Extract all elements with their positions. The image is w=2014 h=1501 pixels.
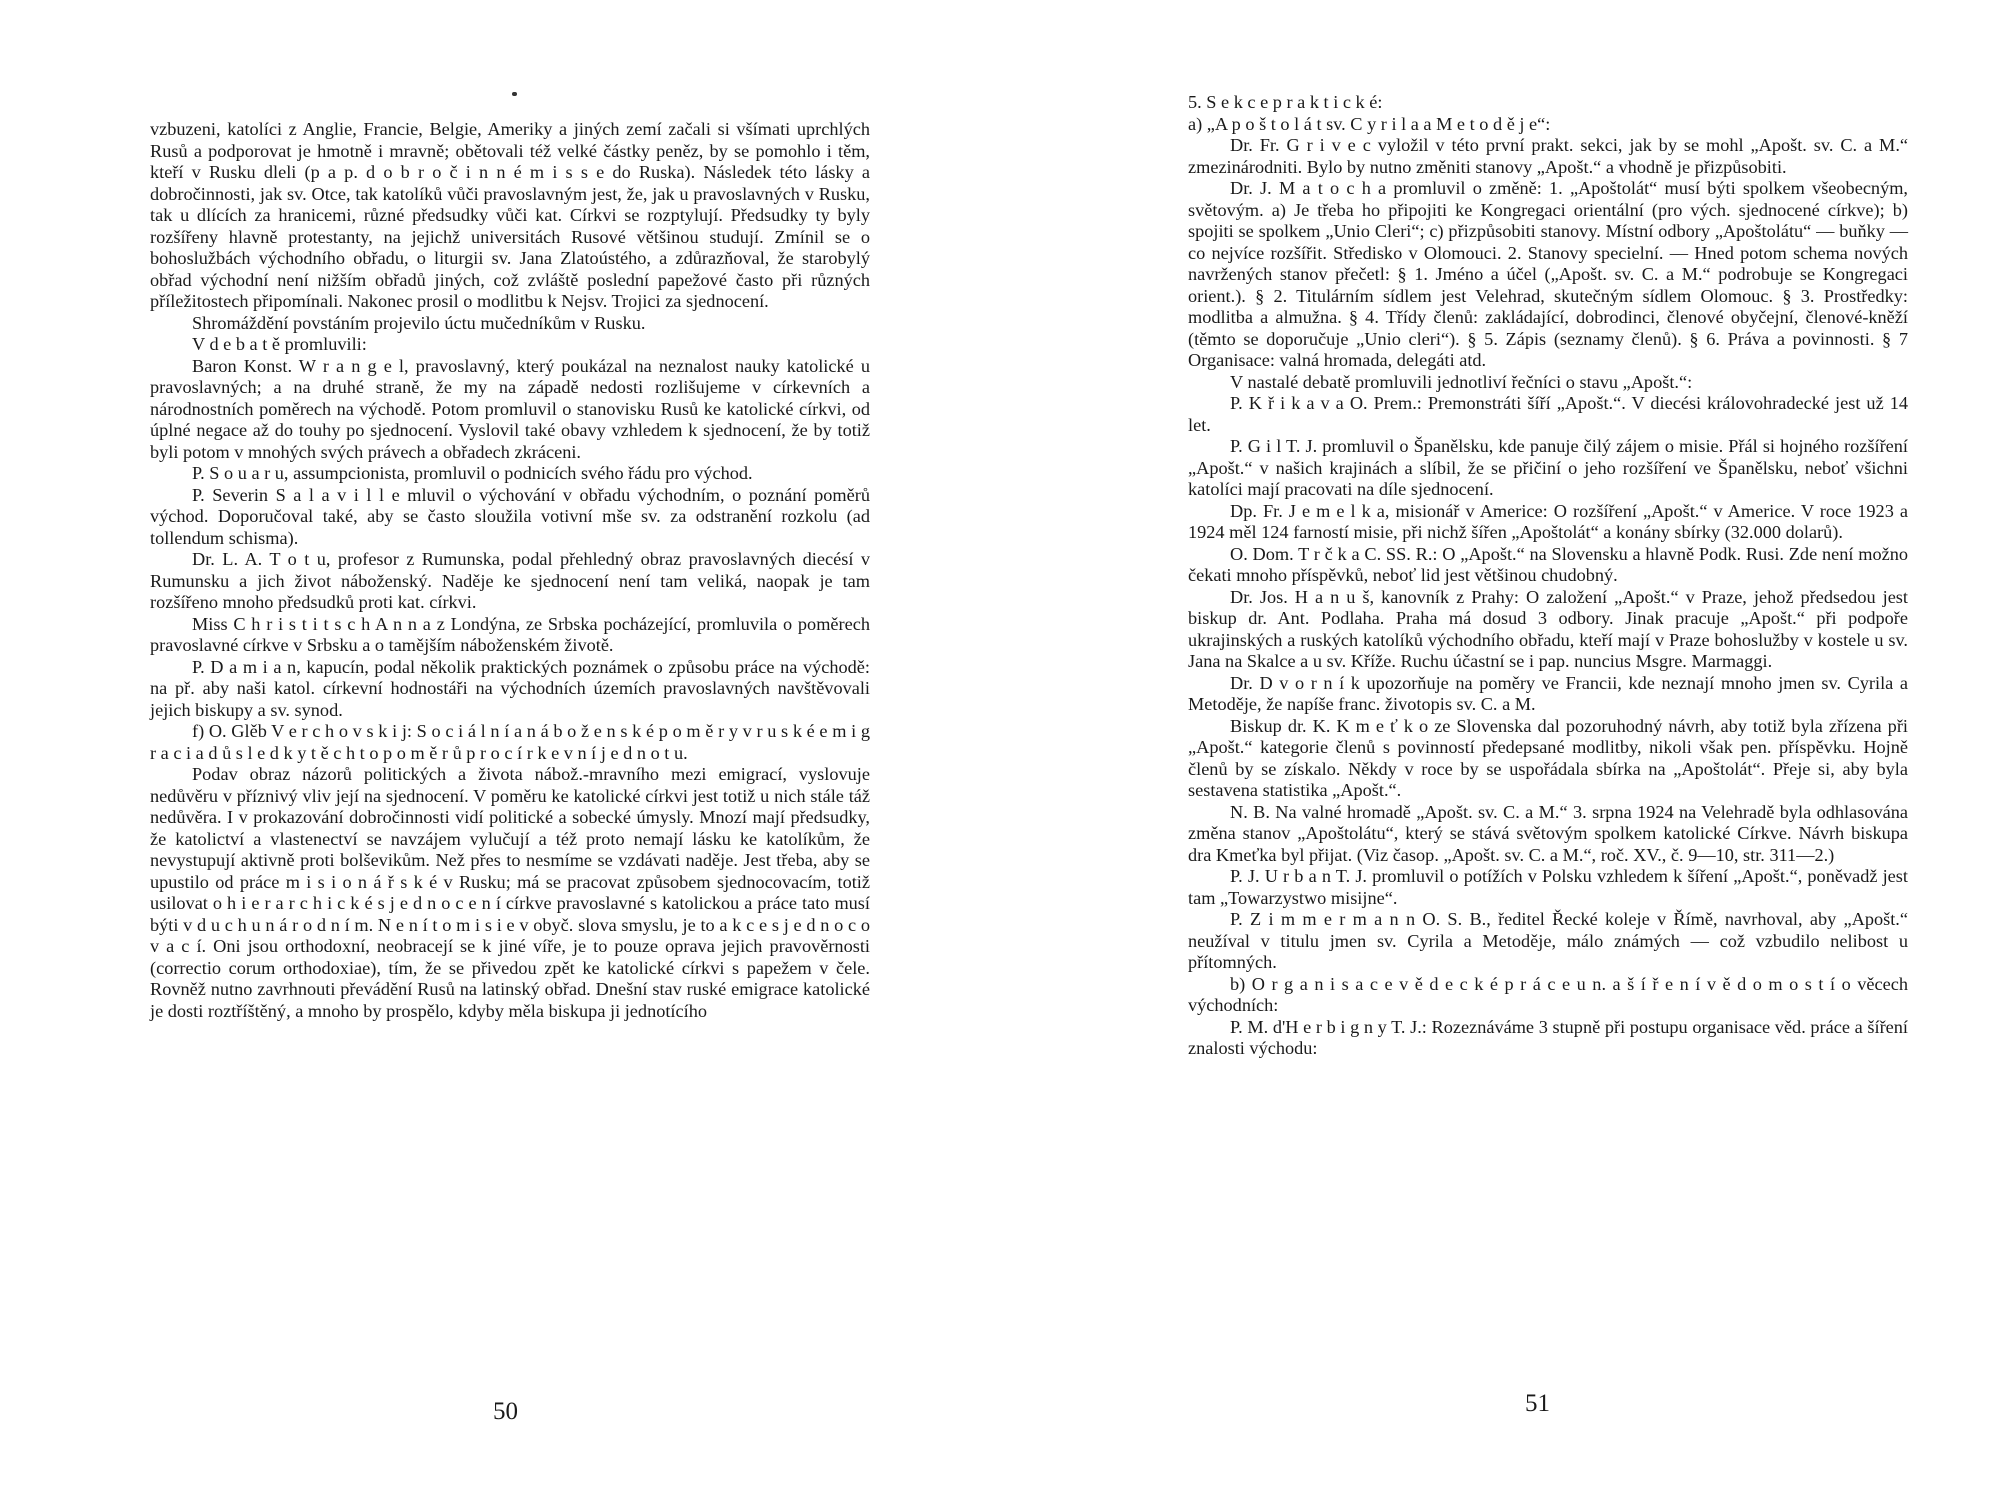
right-paragraph-11: Dr. D v o r n í k upozorňuje na poměry ve Francii, kde neznají mnoho jmen sv. Cyrila a Metoděje, že napíše franc. životopis sv. C. a M. xyxy=(1188,672,1908,714)
left-paragraph-7: Dr. L. A. T o t u, profesor z Rumunska, podal přehledný obraz pravoslavných diecésí v Rumunsku a jich život náboženský. Naděje ke sjednocení není tam veliká, naopak je tam rozšířeno mnoho předsudků proti kat. církvi. xyxy=(150,549,870,612)
left-paragraph-2: Shromáždění povstáním projevilo úctu mučedníkům v Rusku. xyxy=(192,312,646,333)
left-page-number: 50 xyxy=(493,1398,518,1425)
left-paragraph-9: P. D a m i a n, kapucín, podal několik praktických poznámek o způsobu práce na východě: na př. aby naši katol. církevní hodnostáři na východních územích pravoslavných navštěvovali jejich biskupy a sv. synod. xyxy=(150,656,870,720)
left-paragraph-8: Miss C h r i s t i t s c h A n n a z Londýna, ze Srbska pocházející, promluvila o poměrech pravoslavné církve v Srbsku a o tamějším náboženském životě. xyxy=(150,613,870,655)
right-subheading-b: b) O r g a n i s a c e v ě d e c k é p r á c e u n. a š í ř e n í v ě d o m o s t í o věcech východních: xyxy=(1188,973,1908,1015)
left-paragraph-1: vzbuzeni, katolíci z Anglie, Francie, Belgie, Ameriky a jiných zemí začali si všímati uprchlých Rusů a podporovat je hmotně i mravně; obětovali též velké částky peněz, by se pomohlo i těm, kteří v Rusku dleli (p a p. d o b r o č i n n é m i s s e do Ruska). Následek této lásky a dobročinnosti, jak sv. Otce, tak katolíků vůči pravoslavným jest, že, jak u pravoslavných v Rusku, tak u dlících za hranicemi, různé předsudky vůči kat. Církvi se rozptylují. Předsudky ty byly rozšířeny hlavně protestanty, na jejichž universitách Rusové většinou studují. Zmínil se o bohoslužbách východního obřadu, o liturgii sv. Jana Zlatoústého, a zdůrazňoval, že starobylý obřad východní není nižším obřadů jiných, což zvláště poslední papežové často při různých příležitostech připomínali. Nakonec prosil o modlitbu k Nejsv. Trojici za sjednocení. xyxy=(150,119,870,311)
right-page xyxy=(1000,0,2014,1501)
right-paragraph-13: N. B. Na valné hromadě „Apošt. sv. C. a M.“ 3. srpna 1924 na Velehradě byla odhlasována změna stanov „Apoštolátu“, který se stává světovým spolkem katolické Církve. Návrh biskupa dra Kmeťka byl přijat. (Viz časop. „Apošt. sv. C. a M.“, roč. XV., č. 9—10, str. 311—2.) xyxy=(1188,801,1908,865)
left-text-column xyxy=(150,119,870,1022)
right-paragraph-10: Dr. Jos. H a n u š, kanovník z Prahy: O založení „Apošt.“ v Praze, jehož předsedou jest biskup dr. Ant. Podlaha. Praha má dosud 3 odbory. Jinak pracuje „Apošt.“ při podpoře ukrajinských a ruských katolíků východního obřadu, kteří mají v Praze bohoslužby v kostele u sv. Jana na Skalce a u sv. Kříže. Ruchu účastní se i pap. nuncius Msgre. Marmaggi. xyxy=(1188,586,1908,671)
right-subheading-a: a) „A p o š t o l á t sv. C y r i l a a M e t o d ě j e“: xyxy=(1188,113,1551,134)
left-paragraph-5: P. S o u a r u, assumpcionista, promluvil o podnicích svého řádu pro východ. xyxy=(192,463,753,483)
right-text-column xyxy=(1188,92,1908,1060)
left-section-heading-f: f) O. Glěb V e r c h o v s k i j: S o c i á l n í a n á b o ž e n s k é p o m ě r y v r u s k é e m i g r a c i a d ů s l e d k y t ě c h t o p o m ě r ů p r o c í r k e v n í j e d n o t u. xyxy=(150,721,870,763)
right-paragraph-14: P. J. U r b a n T. J. promluvil o potížích v Polsku vzhledem k šíření „Apošt.“, poněvadž jest tam „Towarzystwo misijne“. xyxy=(1188,866,1908,908)
print-speck xyxy=(512,92,517,96)
left-paragraph-3: V d e b a t ě promluvili: xyxy=(192,334,367,354)
right-paragraph-6: P. K ř i k a v a O. Prem.: Premonstráti šíří „Apošt.“. V diecési královohradecké jest už 14 let. xyxy=(1188,393,1908,435)
right-paragraph-9: O. Dom. T r č k a C. SS. R.: O „Apošt.“ na Slovensku a hlavně Podk. Rusi. Zde není možno čekati mnoho příspěvků, neboť lid jest většinou chudobný. xyxy=(1188,543,1908,585)
left-page xyxy=(0,0,1000,1501)
right-paragraph-8: Dp. Fr. J e m e l k a, misionář v Americe: O rozšíření „Apošt.“ v Americe. V roce 1923 a 1924 měl 124 farností misie, při nichž šířen „Apoštolát“ a konány sbírky (32.000 dolarů). xyxy=(1188,500,1908,542)
right-paragraph-15: P. Z i m m e r m a n n O. S. B., ředitel Řecké koleje v Římě, navrhoval, aby „Apošt.“ neužíval v titulu jmen sv. Cyrila a Metoděje, málo známých — což vzbudilo nelibost u přítomných. xyxy=(1188,909,1908,972)
right-paragraph-17: P. M. d'H e r b i g n y T. J.: Rozeznáváme 3 stupně při postupu organisace věd. práce a šíření znalosti východu: xyxy=(1188,1016,1908,1058)
right-paragraph-7: P. G i l T. J. promluvil o Španělsku, kde panuje čilý zájem o misie. Přál si hojného rozšíření „Apošt.“ v našich krajinách a slíbil, že se přičiní o jeho rozšíření ve Španělsku, neboť všichni katolíci mají pracovati na díle sjednocení. xyxy=(1188,436,1908,499)
right-paragraph-5: V nastalé debatě promluvili jednotliví řečníci o stavu „Apošt.“: xyxy=(1230,371,1693,392)
right-paragraph-4: Dr. J. M a t o c h a promluvil o změně: 1. „Apoštolát“ musí býti spolkem všeobecným, světovým. a) Je třeba ho připojiti ke Kongregaci orientální (pro vých. sjednocené církve); b) spojiti se spolkem „Unio Cleri“; c) přizpůsobiti stanovy. Místní odbory „Apoštolátu“ — buňky — co nejvíce rozšířit. Středisko v Olomouci. 2. Stanovy specielní. — Hned potom schema nových navržených stanov přečetl: § 1. Jméno a účel („Apošt. sv. C. a M.“ podrobuje se Kongregaci orient.). § 2. Titulárním sídlem jest Velehrad, skutečným sídlem Olomouc. § 3. Prostředky: modlitba a almužna. § 4. Třídy členů: zakládající, dobrodinci, členové obyčejní, členové-kněží (těmto se doporučuje „Unio cleri“). § 5. Zápis (seznamy členů). § 6. Práva a povinnosti. § 7 Organisace: valná hromada, delegáti atd. xyxy=(1188,178,1908,370)
right-paragraph-3: Dr. Fr. G r i v e c vyložil v této první prakt. sekci, jak by se mohl „Apošt. sv. C. a M.“ zmezinárodniti. Bylo by nutno změniti stanovy „Apošt.“ a vhodně je přizpůsobiti. xyxy=(1188,135,1908,177)
left-paragraph-11: Podav obraz názorů politických a života nábož.-mravního mezi emigrací, vyslovuje nedůvěru v příznivý vliv její na sjednocení. V poměru ke katolické církvi jest totiž u nich stále táž nedůvěra. I v prokazování dobročinnosti vidí politické a sobecké úmysly. Mnozí mají předsudky, že katolictví a vlastenectví se navzájem vylučují a též proto nemají lásku ke katolíkům, že nevystupují aktivně proti bolševikům. Než přes to nesmíme se vzdávati naděje. Jest třeba, aby se upustilo od práce m i s i o n á ř s k é v Rusku; má se pracovat způsobem sjednocovacím, totiž usilovat o h i e r a r c h i c k é s j e d n o c e n í církve pravoslavné s katolickou a práce tato musí býti v d u c h u n á r o d n í m. N e n í t o m i s i e v obyč. slova smyslu, je to a k c e s j e d n o c o v a c í. Oni jsou orthodoxní, neobracejí se k jiné víře, je to pouze oprava jejich pravověrnosti (correctio corum orthodoxiae), tím, že se přivedou zpět ke katolické církvi s papežem v čele. Rovněž nutno zavrhnouti převádění Rusů na latinský obřad. Dnešní stav ruské emigrace katolické je dosti roztříštěný, a mnoho by prospělo, kdyby měla biskupa ji jednotícího xyxy=(150,764,870,1021)
right-paragraph-12: Biskup dr. K. K m e ť k o ze Slovenska dal pozoruhodný návrh, aby totiž byla zřízena při „Apošt.“ kategorie členů s povinností předepsané modlitby, nikoli však pen. příspěvku. Hojně členů by se získalo. Někdy v roce by se uspořádala sbírka na „Apoštolát“. Přeje si, aby byla sestavena statistika „Apošt.“. xyxy=(1188,715,1908,800)
left-paragraph-6: P. Severin S a l a v i l l e mluvil o výchování v obřadu východním, o poznání poměrů východ. Doporučoval také, aby se často sloužila votivní mše sv. za odstranění rozkolu (ad tollendum schisma). xyxy=(150,484,870,548)
right-section-heading-5: 5. S e k c e p r a k t i c k é: xyxy=(1188,92,1383,112)
right-page-number: 51 xyxy=(1525,1390,1550,1417)
left-paragraph-4: Baron Konst. W r a n g e l, pravoslavný, který poukázal na neznalost nauky katolické u pravoslavných; a na druhé straně, že my na západě nedosti rozlišujeme v církevních a národnostních poměrech na východě. Potom promluvil o stanovisku Rusů ke katolické církvi, od úplné negace až do touhy po sjednocení. Vyslovil také obavy vzhledem k sjednocení, že by totiž byli potom v mnohých svých právech a obřadech zkráceni. xyxy=(150,355,870,462)
